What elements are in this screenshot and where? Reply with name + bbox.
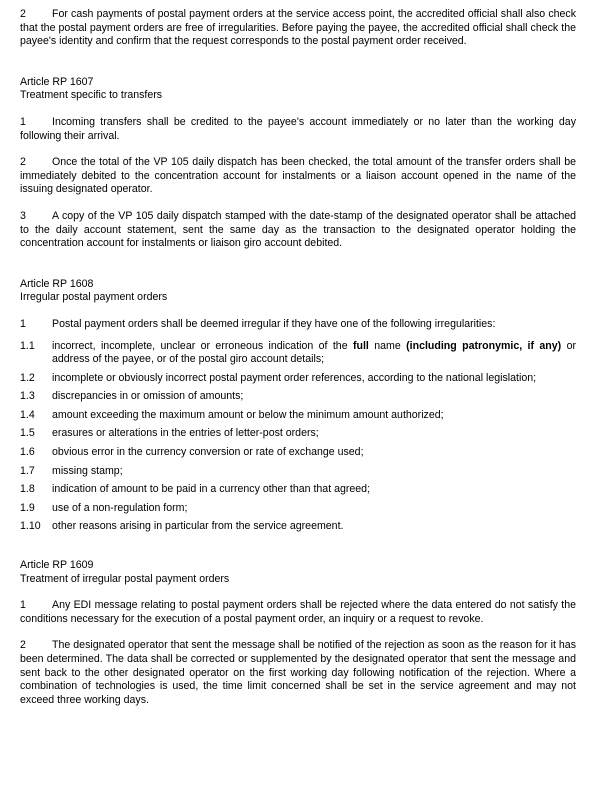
list-text: discrepancies in or omission of amounts; [52,390,244,403]
list-item-1-2 [20,372,576,386]
article-1607-number: Article RP 1607 [20,75,94,88]
article-1607-paragraph-1 [20,116,576,143]
list-text: amount exceeding the maximum amount or below the minimum amount authorized; [52,408,444,421]
list-item-1-5 [20,427,576,441]
paragraph-number: 2 [20,156,26,169]
list-item-1-6 [20,446,576,460]
article-1607-title: Treatment specific to transfers [20,89,163,102]
list-item-1-7 [20,465,576,479]
list-number: 1.10 [20,520,41,533]
list-number: 1.8 [20,483,35,496]
list-number: 1.5 [20,427,35,440]
list-item-1-9 [20,502,576,516]
list-text: incomplete or obviously incorrect postal payment order references, according to the national legislation; [52,371,537,384]
paragraph-text: The designated operator that sent the message shall be notified of the rejection as soon as the reason for it has been determined. The data shall be corrected or supplemented by the designated operator that sent the message and sent back to the other designated operator on the first working day following notification of the rejection. Where a combination of technologies is used, the time limit concerned shall be set in the service agreement and may not exceed three working days. [20,639,576,706]
list-text: missing stamp; [52,464,123,477]
list-text-part: incorrect, incomplete, unclear or erroneous indication of the [52,339,353,352]
list-text: Postal payment orders shall be deemed irregular if they have one of the following irregularities: [52,317,496,330]
article-1608-title: Irregular postal payment orders [20,291,168,304]
list-item-1-4 [20,409,576,423]
article-1609-paragraph-2 [20,639,576,707]
article-1609-number: Article RP 1609 [20,559,94,572]
article-1607-paragraph-3 [20,210,576,251]
list-text-part: name [368,339,407,352]
paragraph-text: A copy of the VP 105 daily dispatch stamped with the date-stamp of the designated operator shall be attached to the daily account statement, sent the same day as the transaction to the designated operator holding the concentration account for instalments or liaison giro account debited. [20,209,576,250]
list-item-1-3 [20,390,576,404]
list-number: 1.7 [20,464,35,477]
list-number: 1.9 [20,501,35,514]
list-text: indication of amount to be paid in a currency other than that agreed; [52,483,371,496]
list-text: use of a non-regulation form; [52,501,188,514]
list-number: 1.2 [20,371,35,384]
paragraph-number: 1 [20,115,26,128]
list-item-1-8 [20,483,576,497]
article-1609-title: Treatment of irregular postal payment orders [20,572,230,585]
paragraph-text: Incoming transfers shall be credited to the payee's account immediately or no later than the working day following their arrival. [20,115,576,142]
article-1608-number: Article RP 1608 [20,277,94,290]
paragraph-text: Any EDI message relating to postal payment orders shall be rejected where the data entered do not satisfy the conditions necessary for the execution of a postal payment order, an inquiry or a request to revoke. [20,599,576,625]
article-1609-paragraph-1 [20,599,576,626]
paragraph-text: For cash payments of postal payment orders at the service access point, the accredited official shall also check that the postal payment orders are free of irregularities. Before paying the payee, the accredited official shall check the payee's identity and confirm that the request corresponds to the postal payment order received. [20,8,576,48]
article-1608-intro [20,318,576,332]
list-number: 1.4 [20,408,35,421]
list-item-1-10 [20,520,576,534]
list-text [52,340,576,367]
list-number: 1.1 [20,339,35,352]
paragraph-number: 3 [20,209,26,222]
paragraph-text: Once the total of the VP 105 daily dispatch has been checked, the total amount of the transfer orders shall be immediately debited to the concentration account for instalments or a liaison account opened in the name of the issuing designated operator. [20,156,576,196]
paragraph-number: 1 [20,599,26,612]
list-number: 1.3 [20,390,35,403]
article-1607-paragraph-2 [20,156,576,197]
paragraph-number: 2 [20,8,26,20]
list-text: other reasons arising in particular from the service agreement. [52,520,344,533]
list-number: 1 [20,317,26,330]
list-text: erasures or alterations in the entries of letter-post orders; [52,427,319,440]
paragraph-cash-payments [20,8,576,49]
list-text-bold-full: full [352,339,369,352]
list-item-1-1 [20,340,576,367]
list-text-bold-patronymic: (including patronymic, if any) [406,339,562,352]
list-text: obvious error in the currency conversion or rate of exchange used; [52,446,364,459]
list-text-part: or address of the payee, or of the postal giro account details; [52,339,576,366]
paragraph-number: 2 [20,639,26,652]
list-number: 1.6 [20,446,35,459]
